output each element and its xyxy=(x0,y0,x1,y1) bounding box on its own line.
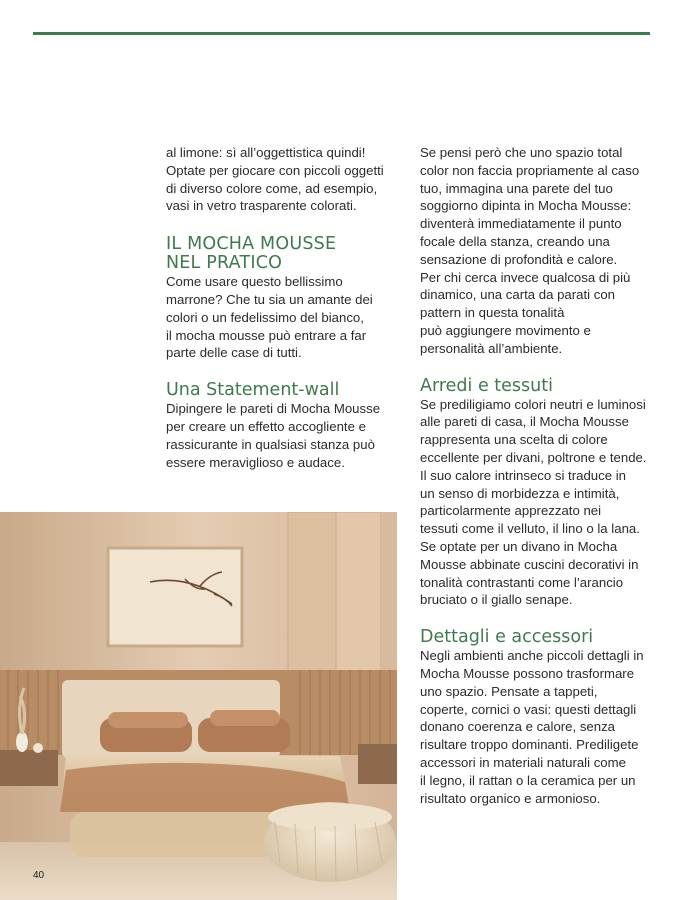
heading-mocha-mousse-nel-pratico: IL MOCHA MOUSSE NEL PRATICO xyxy=(166,234,337,274)
section3-body: Se prediligiamo colori neutri e luminosi alle pareti di casa, il Mocha Mousse rappresenta una scelta di colore eccellente per divani, poltrone e tende. Il suo calore intrinseco si traduce in un senso di morbidezza e intimità, particolarmente apprezzato nei tessuti come il velluto, il lino o la lana. Se optate per un divano in Mocha Mousse abbinate cuscini decorativi in tonalità contrastanti come l’arancio bruciato o il giallo senape. xyxy=(420,396,647,608)
section1-body: Come usare questo bellissimo marrone? Che tu sia un amante dei colori o un fedelissimo del bianco, il mocha mousse può entrare a far parte delle case di tutti. xyxy=(166,274,373,361)
right-intro-text: Se pensi però che uno spazio total color non faccia propriamente al caso tuo, immagina una parete del tuo soggiorno dipinta in Mocha Mousse: diventerà immediatamente il punto focale della stanza, creando una sensazione di profondità e calore. Per chi cerca invece qualcosa di più dinamico, una carta da parati con pattern in questa tonalità può aggiungere movimento e personalità all’ambiente. xyxy=(420,145,640,356)
top-rule xyxy=(33,32,650,35)
page-number: 40 xyxy=(33,870,45,881)
heading-arredi-e-tessuti: Arredi e tessuti xyxy=(420,375,553,396)
heading-dettagli-e-accessori: Dettagli e accessori xyxy=(420,627,594,648)
section4-body: Negli ambienti anche piccoli dettagli in Mocha Mousse possono trasformare uno spazio. Pensate a tappeti, coperte, cornici o vasi: questi dettagli donano coerenza e calore, senza risultare troppo dominanti. Prediligete accessori in materiali naturali come il legno, il rattan o la ceramica per un risultato organico e armonioso. xyxy=(420,648,644,806)
left-column xyxy=(166,144,396,471)
heading-statement-wall: Una Statement-wall xyxy=(166,380,340,401)
bedroom-photo xyxy=(0,512,397,900)
section2-body: Dipingere le pareti di Mocha Mousse per creare un effetto accogliente e rassicurante in qualsiasi stanza può essere meraviglioso e audace. xyxy=(166,401,381,470)
right-column xyxy=(420,144,660,807)
left-intro-text: al limone: sì all’oggettistica quindi! Optate per giocare con piccoli oggetti di diverso colore come, ad esempio, vasi in vetro trasparente colorati. xyxy=(166,145,384,214)
